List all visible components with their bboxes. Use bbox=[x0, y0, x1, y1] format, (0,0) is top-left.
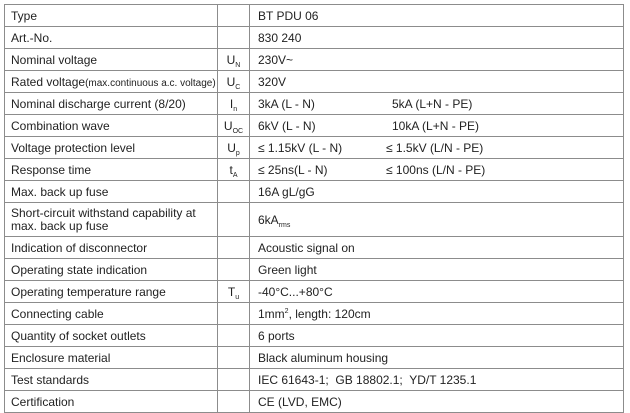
parameter-value-cell bbox=[250, 137, 624, 159]
symbol-cell bbox=[218, 5, 250, 27]
parameter-value: BT PDU 06 bbox=[250, 5, 624, 27]
parameter-name: Nominal discharge current (8/20) bbox=[5, 93, 218, 115]
table-row bbox=[5, 159, 624, 181]
symbol-main: U bbox=[226, 52, 236, 67]
parameter-name: Certification bbox=[5, 391, 218, 413]
parameter-value: 16A gL/gG bbox=[250, 181, 624, 203]
parameter-name: Voltage protection level bbox=[5, 137, 218, 159]
parameter-value-cell bbox=[250, 115, 624, 137]
symbol-cell bbox=[218, 303, 250, 325]
value-superscript: 2 bbox=[284, 307, 289, 315]
table-row bbox=[5, 181, 624, 203]
symbol-cell bbox=[218, 347, 250, 369]
parameter-name: Type bbox=[5, 5, 218, 27]
parameter-value: Acoustic signal on bbox=[250, 237, 624, 259]
table-row bbox=[5, 281, 624, 303]
symbol-cell bbox=[218, 159, 250, 181]
parameter-value: -40°C...+80°C bbox=[250, 281, 624, 303]
symbol-cell bbox=[218, 281, 250, 303]
table-row bbox=[5, 27, 624, 49]
symbol-subscript: C bbox=[235, 83, 241, 91]
value-line-pe: 5kA (L+N - PE) bbox=[392, 96, 473, 111]
symbol-cell bbox=[218, 181, 250, 203]
parameter-name: Quantity of socket outlets bbox=[5, 325, 218, 347]
parameter-value: IEC 61643-1; GB 18802.1; YD/T 1235.1 bbox=[250, 369, 624, 391]
parameter-value: 6 ports bbox=[250, 325, 624, 347]
parameter-value-cell bbox=[250, 93, 624, 115]
parameter-value-cell bbox=[250, 159, 624, 181]
parameter-name: Max. back up fuse bbox=[5, 181, 218, 203]
parameter-value-cell bbox=[250, 203, 624, 237]
table-row bbox=[5, 391, 624, 413]
symbol-subscript: n bbox=[233, 105, 238, 113]
parameter-name: Response time bbox=[5, 159, 218, 181]
parameter-name: Operating temperature range bbox=[5, 281, 218, 303]
value-main: 1mm bbox=[258, 306, 285, 321]
symbol-cell bbox=[218, 237, 250, 259]
symbol-cell bbox=[218, 137, 250, 159]
table-row bbox=[5, 203, 624, 237]
value-line-pe: ≤ 1.5kV (L/N - PE) bbox=[386, 140, 484, 155]
symbol-main: I bbox=[229, 96, 234, 111]
symbol-cell bbox=[218, 27, 250, 49]
table-row bbox=[5, 259, 624, 281]
table-row bbox=[5, 49, 624, 71]
value-rest: , length: 120cm bbox=[288, 306, 371, 321]
table-row bbox=[5, 137, 624, 159]
symbol-subscript: p bbox=[235, 149, 240, 157]
specifications-table bbox=[4, 4, 624, 413]
symbol-subscript: u bbox=[235, 293, 240, 301]
symbol-cell bbox=[218, 49, 250, 71]
parameter-value-cell bbox=[250, 303, 624, 325]
value-line-neutral: 3kA (L - N) bbox=[258, 96, 315, 111]
symbol-cell bbox=[218, 369, 250, 391]
symbol-main: T bbox=[227, 284, 236, 299]
symbol-cell bbox=[218, 391, 250, 413]
symbol-cell bbox=[218, 93, 250, 115]
symbol-main: U bbox=[226, 74, 236, 89]
table-row bbox=[5, 369, 624, 391]
parameter-name: Nominal voltage bbox=[5, 49, 218, 71]
parameter-value: Green light bbox=[250, 259, 624, 281]
symbol-main: U bbox=[223, 118, 233, 133]
value-subscript: rms bbox=[278, 221, 291, 229]
value-line-neutral: ≤ 1.15kV (L - N) bbox=[258, 140, 343, 155]
symbol-subscript: N bbox=[235, 61, 241, 69]
parameter-name: Rated voltage bbox=[11, 74, 86, 89]
parameter-name: Connecting cable bbox=[5, 303, 218, 325]
value-line-pe: ≤ 100ns (L/N - PE) bbox=[386, 162, 486, 177]
value-line-pe: 10kA (L+N - PE) bbox=[392, 118, 480, 133]
table-row bbox=[5, 325, 624, 347]
parameter-name: Test standards bbox=[5, 369, 218, 391]
table-row bbox=[5, 347, 624, 369]
parameter-value: 230V~ bbox=[250, 49, 624, 71]
parameter-name: Operating state indication bbox=[5, 259, 218, 281]
value-line-neutral: ≤ 25ns(L - N) bbox=[258, 162, 328, 177]
symbol-cell bbox=[218, 115, 250, 137]
value-main: 6kA bbox=[258, 212, 279, 227]
symbol-cell bbox=[218, 325, 250, 347]
parameter-name: Indication of disconnector bbox=[5, 237, 218, 259]
symbol-cell bbox=[218, 203, 250, 237]
table-row bbox=[5, 5, 624, 27]
symbol-cell bbox=[218, 71, 250, 93]
table-row bbox=[5, 237, 624, 259]
table-row bbox=[5, 303, 624, 325]
parameter-note: (max.continuous a.c. voltage) bbox=[85, 77, 216, 89]
symbol-main: U bbox=[227, 140, 236, 155]
parameter-name: Enclosure material bbox=[5, 347, 218, 369]
parameter-name: Combination wave bbox=[5, 115, 218, 137]
symbol-subscript: OC bbox=[232, 127, 244, 135]
parameter-name: Art.-No. bbox=[5, 27, 218, 49]
parameter-name: Short-circuit withstand capability at max. back up fuse bbox=[5, 203, 218, 237]
parameter-value: CE (LVD, EMC) bbox=[250, 391, 624, 413]
parameter-value: Black aluminum housing bbox=[250, 347, 624, 369]
table-row bbox=[5, 71, 624, 93]
symbol-cell bbox=[218, 259, 250, 281]
parameter-value: 320V bbox=[250, 71, 624, 93]
table-row bbox=[5, 93, 624, 115]
table-row bbox=[5, 115, 624, 137]
parameter-value: 830 240 bbox=[250, 27, 624, 49]
value-line-neutral: 6kV (L - N) bbox=[258, 118, 316, 133]
parameter-name-cell bbox=[5, 71, 218, 93]
symbol-main: t bbox=[229, 162, 233, 177]
symbol-subscript: A bbox=[232, 171, 238, 179]
